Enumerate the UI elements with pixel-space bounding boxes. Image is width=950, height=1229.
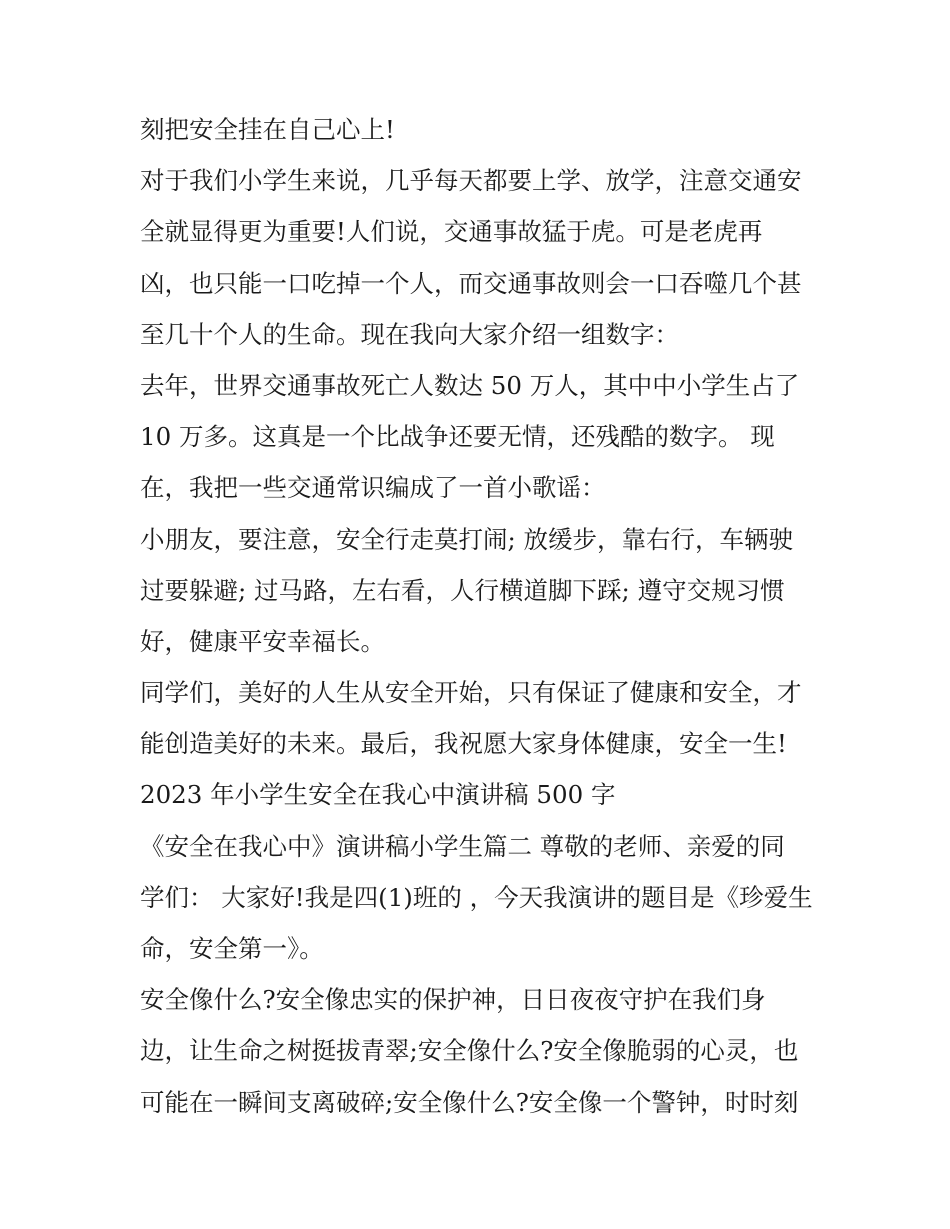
text-line: 能创造美好的未来。最后，我祝愿大家身体健康，安全一生! [140,729,787,759]
text-line: 10 万多。这真是一个比战争还要无情，还残酷的数字。 现 [140,422,775,452]
document-body [140,104,830,1128]
text-line: 至几十个人的生命。现在我向大家介绍一组数字： [140,319,679,349]
text-line: 同学们，美好的人生从安全开始，只有保证了健康和安全，才 [140,678,802,708]
text-line: 小朋友，要注意，安全行走莫打闹; 放缓步，靠右行，车辆驶 [140,524,794,554]
text-line: 凶，也只能一口吃掉一个人，而交通事故则会一口吞噬几个甚 [140,268,802,298]
text-line: 命，安全第一》。 [140,934,324,963]
text-line: 去年，世界交通事故死亡人数达 50 万人，其中中小学生占了 [140,370,800,400]
text-line: 安全像什么?安全像忠实的保护神，日日夜夜守护在我们身 [140,985,766,1015]
section-heading: 2023 年小学生安全在我心中演讲稿 500 字 [140,780,616,810]
text-line: 刻把安全挂在自己心上! [140,115,395,144]
text-line: 对于我们小学生来说，几乎每天都要上学、放学，注意交通安 [140,166,802,196]
text-line: 边，让生命之树挺拔青翠;安全像什么?安全像脆弱的心灵，也 [140,1036,799,1066]
text-line: 过要躲避; 过马路，左右看，人行横道脚下踩; 遵守交规习惯 [140,575,785,605]
text-line: 在，我把一些交通常识编成了一首小歌谣： [140,473,606,503]
text-line: 可能在一瞬间支离破碎;安全像什么?安全像一个警钟，时时刻 [140,1087,799,1117]
text-line: 《安全在我心中》演讲稿小学生篇二 尊敬的老师、亲爱的同 [140,831,785,861]
text-line: 全就显得更为重要!人们说，交通事故猛于虎。可是老虎再 [140,217,763,247]
text-line: 好，健康平安幸福长。 [140,626,385,656]
text-line: 学们： 大家好!我是四(1)班的 ，今天我演讲的题目是《珍爱生 [140,882,813,912]
